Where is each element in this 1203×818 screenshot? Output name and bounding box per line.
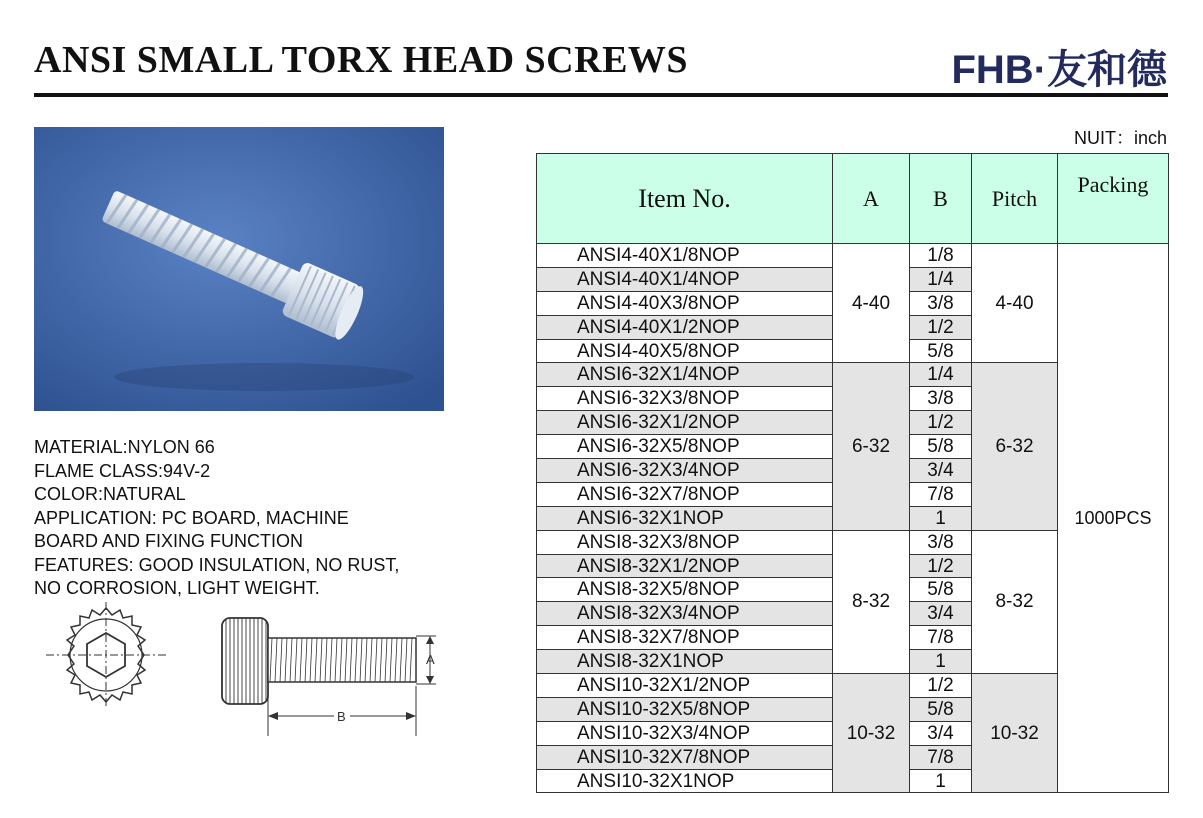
material-specs bbox=[34, 436, 464, 601]
a-size-cell: 6-32 bbox=[833, 363, 910, 530]
spec-features: FEATURES: GOOD INSULATION, NO RUST, bbox=[34, 554, 400, 575]
pitch-cell: 4-40 bbox=[972, 244, 1058, 363]
item-no-cell: ANSI8-32X1/2NOP bbox=[537, 554, 833, 578]
b-length-cell: 1 bbox=[910, 650, 972, 674]
item-no-cell: ANSI10-32X7/8NOP bbox=[537, 745, 833, 769]
spec-material: MATERIAL:NYLON 66 bbox=[34, 437, 215, 457]
b-length-cell: 3/8 bbox=[910, 291, 972, 315]
b-length-cell: 7/8 bbox=[910, 482, 972, 506]
head-top-view bbox=[46, 602, 166, 708]
item-no-cell: ANSI8-32X7/8NOP bbox=[537, 626, 833, 650]
pitch-cell: 10-32 bbox=[972, 674, 1058, 793]
item-no-cell: ANSI6-32X3/8NOP bbox=[537, 387, 833, 411]
b-length-cell: 5/8 bbox=[910, 578, 972, 602]
a-size-cell: 8-32 bbox=[833, 530, 910, 673]
spec-features-cont: NO CORROSION, LIGHT WEIGHT. bbox=[34, 578, 320, 598]
technical-drawing bbox=[34, 600, 464, 750]
item-no-cell: ANSI4-40X1/2NOP bbox=[537, 315, 833, 339]
header-pitch: Pitch bbox=[972, 154, 1058, 244]
spec-table bbox=[536, 153, 1169, 793]
b-length-cell: 1/2 bbox=[910, 554, 972, 578]
item-no-cell: ANSI6-32X5/8NOP bbox=[537, 435, 833, 459]
item-no-cell: ANSI4-40X1/8NOP bbox=[537, 244, 833, 268]
packing-cell: 1000PCS bbox=[1058, 244, 1169, 793]
table-row bbox=[537, 244, 1169, 268]
screw-side-view bbox=[222, 618, 436, 736]
spec-flame-class: FLAME CLASS:94V-2 bbox=[34, 460, 211, 481]
a-size-cell: 4-40 bbox=[833, 244, 910, 363]
item-no-cell: ANSI8-32X1NOP bbox=[537, 650, 833, 674]
b-length-cell: 1/4 bbox=[910, 267, 972, 291]
b-length-cell: 5/8 bbox=[910, 435, 972, 459]
item-no-cell: ANSI6-32X1/4NOP bbox=[537, 363, 833, 387]
dim-a-label: A bbox=[426, 652, 435, 667]
product-photo bbox=[34, 127, 444, 411]
b-length-cell: 7/8 bbox=[910, 745, 972, 769]
b-length-cell: 1 bbox=[910, 769, 972, 793]
item-no-cell: ANSI6-32X3/4NOP bbox=[537, 459, 833, 483]
dim-b-label: B bbox=[337, 709, 346, 724]
title-divider bbox=[34, 93, 1168, 97]
b-length-cell: 1/2 bbox=[910, 315, 972, 339]
item-no-cell: ANSI10-32X1/2NOP bbox=[537, 674, 833, 698]
item-no-cell: ANSI4-40X3/8NOP bbox=[537, 291, 833, 315]
unit-label: NUIT：inch bbox=[1073, 128, 1167, 148]
item-no-cell: ANSI10-32X3/4NOP bbox=[537, 721, 833, 745]
a-size-cell: 10-32 bbox=[833, 674, 910, 793]
header-a: A bbox=[833, 154, 910, 244]
item-no-cell: ANSI8-32X3/4NOP bbox=[537, 602, 833, 626]
item-no-cell: ANSI6-32X7/8NOP bbox=[537, 482, 833, 506]
table-header-row bbox=[537, 154, 1169, 244]
item-no-cell: ANSI6-32X1NOP bbox=[537, 506, 833, 530]
b-length-cell: 3/4 bbox=[910, 602, 972, 626]
header-b: B bbox=[910, 154, 972, 244]
screw-photo-illustration bbox=[34, 127, 444, 411]
header-item-no: Item No. bbox=[537, 154, 833, 244]
b-length-cell: 5/8 bbox=[910, 697, 972, 721]
spec-color: COLOR:NATURAL bbox=[34, 484, 186, 504]
b-length-cell: 3/8 bbox=[910, 530, 972, 554]
spec-application: APPLICATION: PC BOARD, MACHINE bbox=[34, 507, 349, 528]
item-no-cell: ANSI4-40X5/8NOP bbox=[537, 339, 833, 363]
b-length-cell: 1/8 bbox=[910, 244, 972, 268]
b-length-cell: 3/8 bbox=[910, 387, 972, 411]
item-no-cell: ANSI8-32X5/8NOP bbox=[537, 578, 833, 602]
b-length-cell: 5/8 bbox=[910, 339, 972, 363]
item-no-cell: ANSI8-32X3/8NOP bbox=[537, 530, 833, 554]
item-no-cell: ANSI4-40X1/4NOP bbox=[537, 267, 833, 291]
pitch-cell: 6-32 bbox=[972, 363, 1058, 530]
b-length-cell: 1 bbox=[910, 506, 972, 530]
b-length-cell: 7/8 bbox=[910, 626, 972, 650]
b-length-cell: 3/4 bbox=[910, 721, 972, 745]
b-length-cell: 3/4 bbox=[910, 459, 972, 483]
item-no-cell: ANSI10-32X5/8NOP bbox=[537, 697, 833, 721]
item-no-cell: ANSI10-32X1NOP bbox=[537, 769, 833, 793]
spec-application-cont: BOARD AND FIXING FUNCTION bbox=[34, 531, 304, 551]
b-length-cell: 1/4 bbox=[910, 363, 972, 387]
header-packing: Packing bbox=[1058, 154, 1169, 244]
b-length-cell: 1/2 bbox=[910, 674, 972, 698]
page-title: ANSI SMALL TORX HEAD SCREWS bbox=[34, 39, 689, 81]
brand-logo: FHB·友和德 bbox=[951, 48, 1167, 92]
item-no-cell: ANSI6-32X1/2NOP bbox=[537, 411, 833, 435]
b-length-cell: 1/2 bbox=[910, 411, 972, 435]
pitch-cell: 8-32 bbox=[972, 530, 1058, 673]
